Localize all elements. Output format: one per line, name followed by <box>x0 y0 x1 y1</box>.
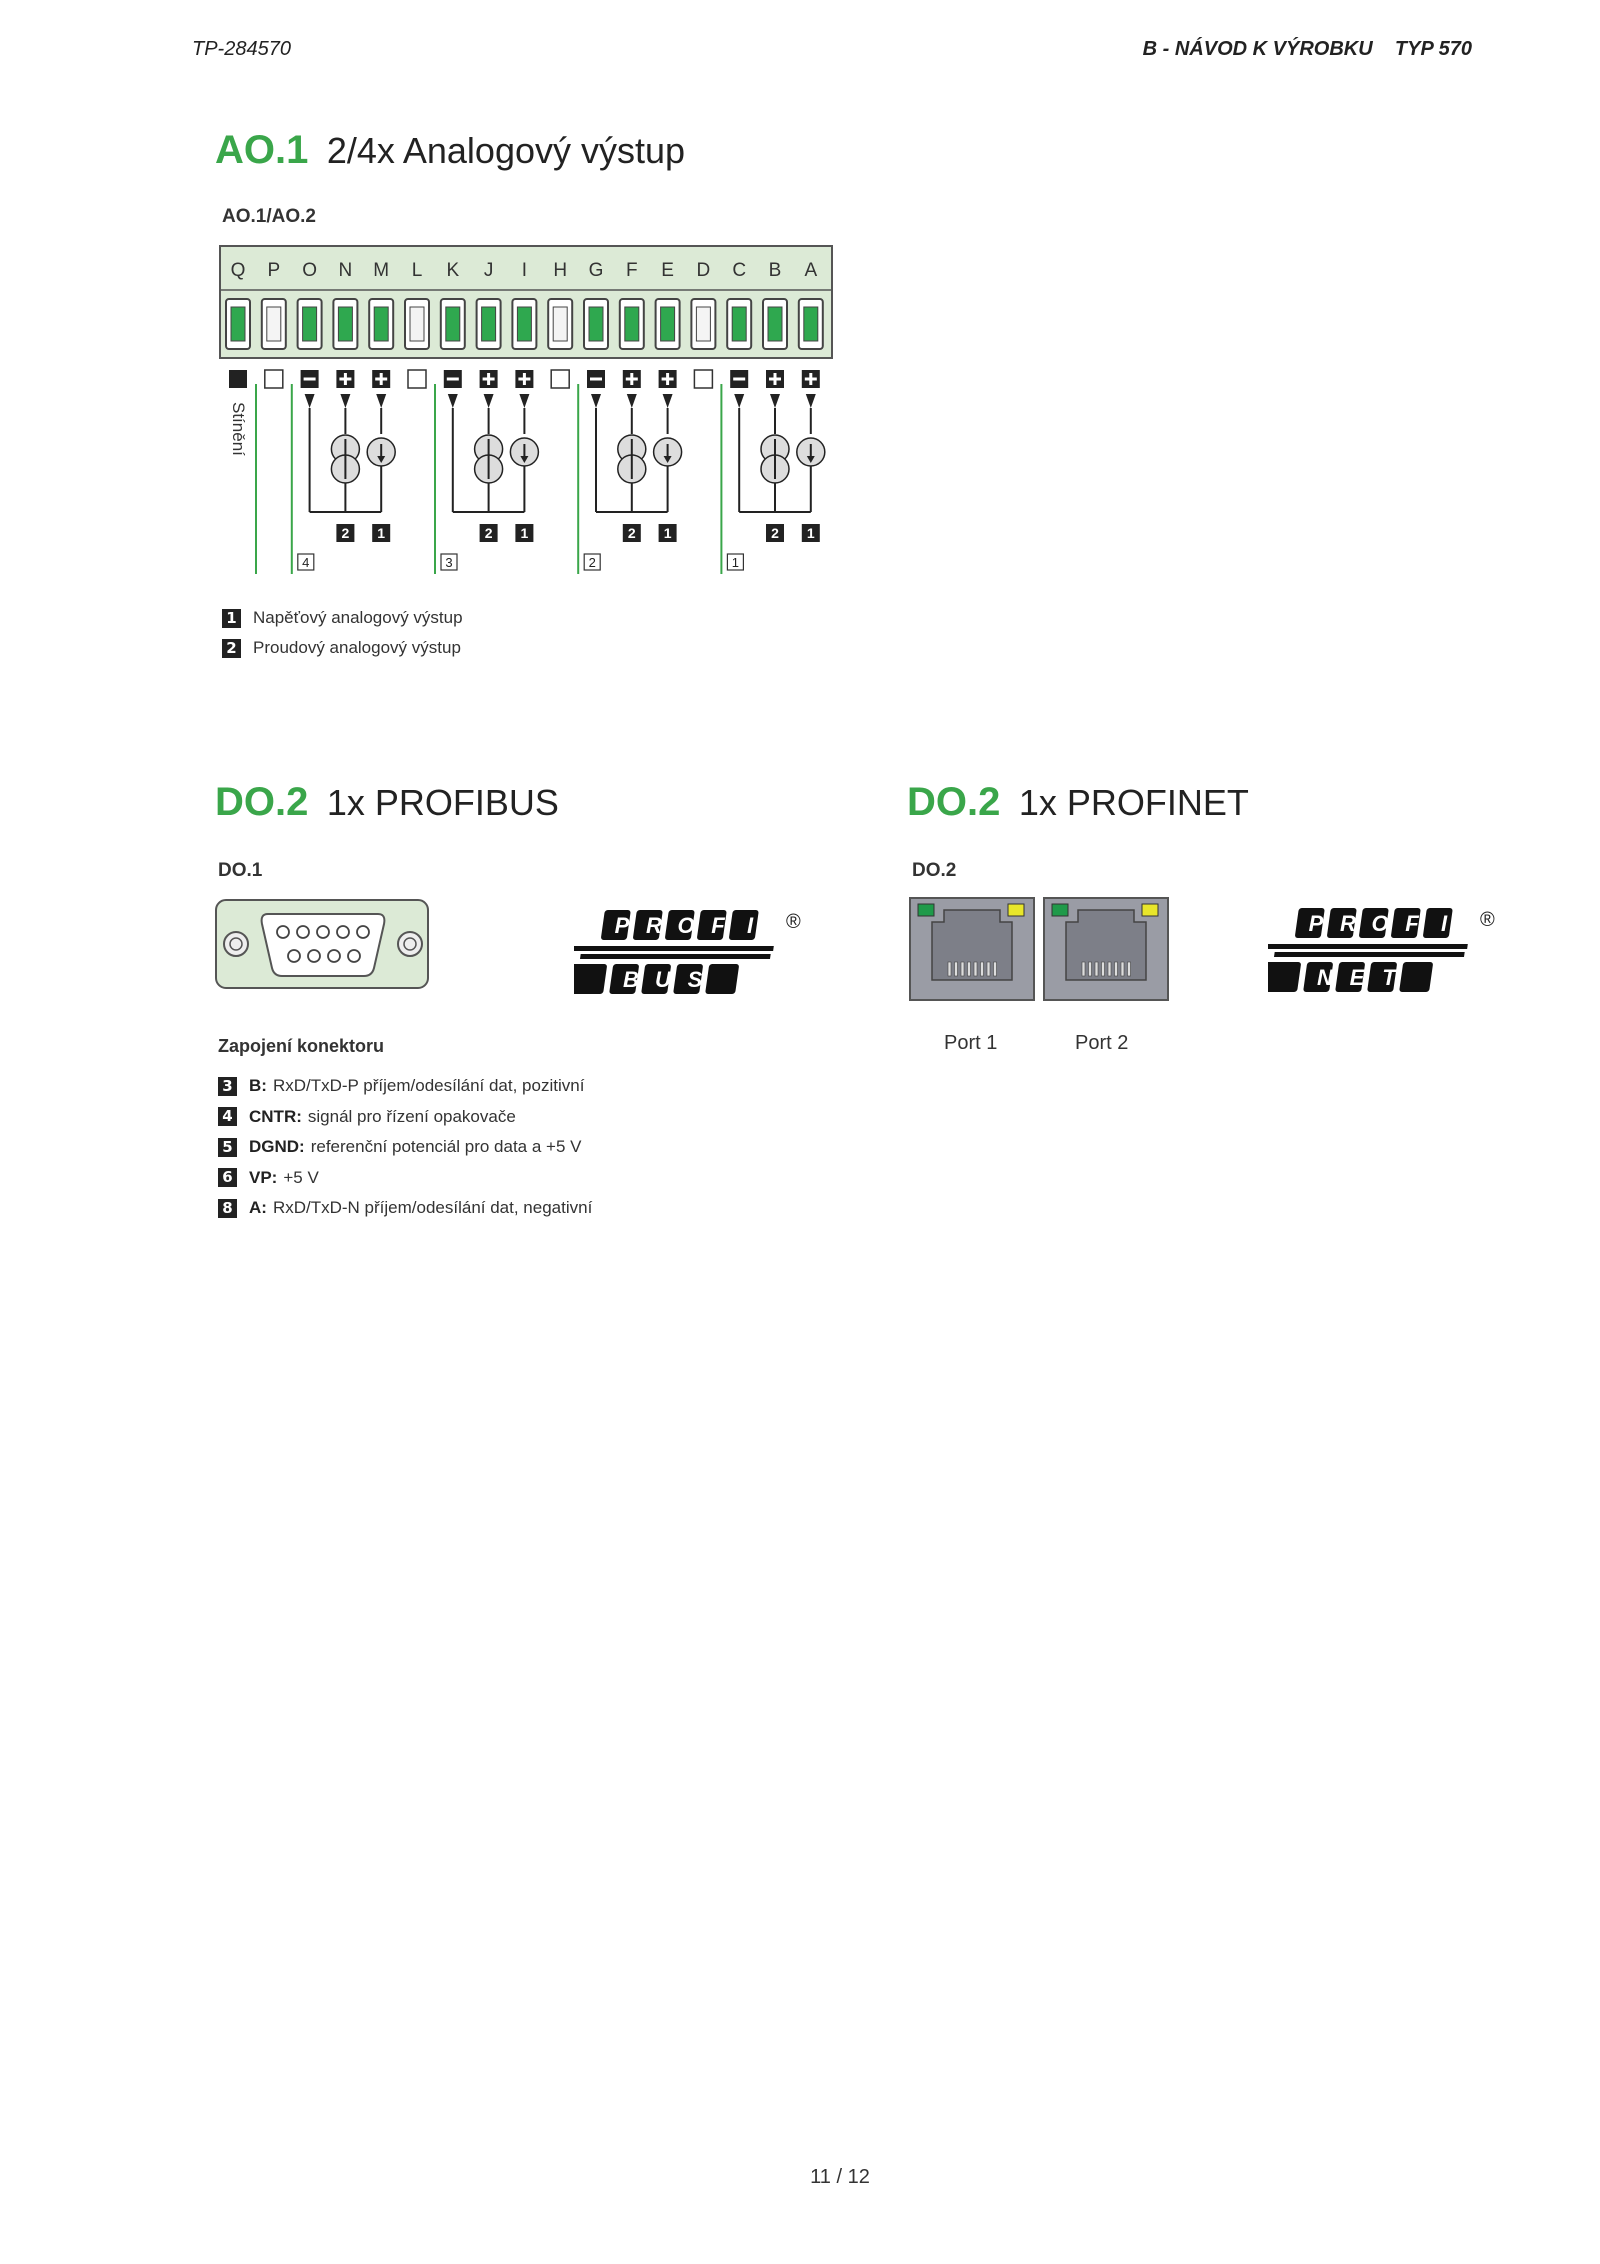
dsub-pin <box>317 926 329 938</box>
profibus-title: 1x PROFIBUS <box>326 782 559 823</box>
logo-letter-tile <box>1423 908 1453 938</box>
ao-legend-1 <box>222 608 463 628</box>
dsub-pin <box>337 926 349 938</box>
group-number: 2 <box>588 555 596 570</box>
logo-letter: I <box>1440 911 1448 936</box>
terminal-contact <box>804 307 818 341</box>
pin-letter: D <box>696 260 711 281</box>
logo-letter: P <box>1308 911 1324 936</box>
logo-letter: R <box>646 913 662 938</box>
pin-letter: Q <box>230 260 246 281</box>
terminal-contact <box>338 307 352 341</box>
link-led-green <box>918 904 934 916</box>
pin-letter: B <box>768 260 782 281</box>
arrow-icon <box>663 394 673 408</box>
logo-block <box>705 964 739 994</box>
dsub-screw-right-icon <box>398 932 422 956</box>
pin-name: DGND: <box>249 1137 305 1156</box>
logo-letter-tile <box>729 910 759 940</box>
terminal-contact <box>517 307 531 341</box>
logo-letter: I <box>746 913 754 938</box>
rj45-socket <box>932 910 1012 980</box>
doc-id: TP-284570 <box>192 38 291 60</box>
arrow-icon <box>519 394 529 408</box>
terminal-contact <box>768 307 782 341</box>
channel-number: 2 <box>771 525 779 541</box>
arrow-icon <box>591 394 601 408</box>
arrow-icon <box>376 394 386 408</box>
logo-stripe <box>1268 944 1468 949</box>
profibus-pin-row <box>218 1168 319 1188</box>
logo-letter: E <box>1349 965 1365 990</box>
profibus-code: DO.2 <box>215 780 309 824</box>
unused-terminal-icon <box>265 370 283 388</box>
ao-title: 2/4x Analogový výstup <box>326 130 686 171</box>
ao-legend-2 <box>222 638 461 658</box>
unused-terminal-icon <box>694 370 712 388</box>
channel-number: 1 <box>806 525 815 541</box>
profinet-logo-registered: ® <box>1480 909 1495 931</box>
pin-letter: A <box>804 260 818 281</box>
link-led-green <box>1052 904 1068 916</box>
pin-letter: P <box>267 260 281 281</box>
dsub-pin <box>357 926 369 938</box>
channel-number: 1 <box>663 525 672 541</box>
wiring-title: Zapojení konektoru <box>218 1036 385 1056</box>
terminal-contact <box>482 307 496 341</box>
pin-description: signál pro řízení opakovače <box>307 1106 516 1126</box>
pin-description: RxD/TxD-P příjem/odesílání dat, pozitivní <box>272 1076 585 1095</box>
rj45-contact <box>955 962 958 976</box>
wiring <box>256 384 825 574</box>
rj45-contact <box>961 962 964 976</box>
rj45-contact <box>1121 962 1124 976</box>
page-number: 11 / 12 <box>810 2166 870 2188</box>
pin-number: 4 <box>218 1107 237 1126</box>
dsub-pin <box>328 950 340 962</box>
dsub-pin <box>348 950 360 962</box>
rj45-contact <box>1082 962 1085 976</box>
pin-name: VP: <box>249 1167 278 1187</box>
port-1-label: Port 1 <box>944 1032 998 1054</box>
shield-label: Stínění <box>229 402 248 456</box>
pin-letter: H <box>553 260 568 281</box>
dsub-screw-left-icon <box>224 932 248 956</box>
terminal-contact <box>553 307 567 341</box>
sign-bar <box>380 373 383 385</box>
profibus-pin-row <box>218 1107 516 1127</box>
pin-number: 3 <box>218 1077 237 1096</box>
rj45-contact <box>1115 962 1118 976</box>
rj45-contact <box>981 962 984 976</box>
activity-led-yellow <box>1008 904 1024 916</box>
pin-description: referenční potenciál pro data a +5 V <box>310 1137 582 1156</box>
rj45-ports <box>908 896 1172 1006</box>
sign-bar <box>304 378 316 381</box>
arrow-icon <box>770 394 780 408</box>
terminal-contact <box>732 307 746 341</box>
pin-letter: L <box>411 260 423 281</box>
channel-number: 1 <box>377 525 386 541</box>
port-2-label: Port 2 <box>1075 1032 1129 1054</box>
dsub-pin <box>308 950 320 962</box>
profibus-logo-registered: ® <box>786 911 801 933</box>
pin-letter: F <box>625 260 638 281</box>
sign-bar <box>487 373 490 385</box>
profibus-pin-row <box>218 1198 592 1218</box>
dsub-connector <box>214 898 432 992</box>
sign-bar <box>447 378 459 381</box>
profinet-connector-label: DO.2 <box>912 860 957 881</box>
terminal-contact <box>696 307 710 341</box>
arrow-icon <box>340 394 350 408</box>
terminal-contact <box>303 307 317 341</box>
pin-letter: G <box>588 260 604 281</box>
dsub-shell <box>262 914 385 976</box>
group-number: 3 <box>445 555 453 570</box>
rj45-contact <box>1089 962 1092 976</box>
rj45-contact <box>948 962 951 976</box>
sign-bar <box>523 373 526 385</box>
profibus-pin-row <box>218 1076 584 1096</box>
sign-bar <box>733 378 745 381</box>
logo-letter: B <box>623 967 639 992</box>
ao-connector-label: AO.1/AO.2 <box>222 206 316 227</box>
pin-letter: M <box>373 260 390 281</box>
channel-number: 1 <box>520 525 529 541</box>
rj45-contact <box>1128 962 1131 976</box>
logo-stripe <box>574 946 774 951</box>
profinet-heading <box>907 780 1249 825</box>
rj45-contact <box>994 962 997 976</box>
rj45-contact <box>974 962 977 976</box>
dsub-pin <box>297 926 309 938</box>
channel-number: 2 <box>627 525 636 541</box>
rj45-contact <box>1102 962 1105 976</box>
profinet-logo <box>1268 900 1508 1010</box>
logo-letter: F <box>711 913 725 938</box>
sign-bar <box>809 373 812 385</box>
rj45-socket <box>1066 910 1146 980</box>
logo-block <box>1268 962 1301 992</box>
unused-terminal-icon <box>408 370 426 388</box>
arrow-icon <box>305 394 315 408</box>
logo-letter: P <box>614 913 630 938</box>
group-number: 1 <box>731 555 740 570</box>
terminal-contact <box>410 307 424 341</box>
arrow-icon <box>627 394 637 408</box>
pin-letter: C <box>732 260 747 281</box>
pin-letter: E <box>661 260 674 281</box>
channel-number: 2 <box>484 525 493 541</box>
channel-number: 2 <box>341 525 350 541</box>
ao-code: AO.1 <box>215 128 309 172</box>
sign-bar <box>590 378 602 381</box>
terminal-contact <box>661 307 675 341</box>
terminal-contact <box>446 307 460 341</box>
logo-letter: U <box>655 967 671 992</box>
activity-led-yellow <box>1142 904 1158 916</box>
logo-letter: O <box>1371 911 1389 936</box>
shield-terminal-icon <box>229 370 247 388</box>
terminal-contact <box>267 307 281 341</box>
terminal-contact <box>231 307 245 341</box>
sign-bar <box>344 373 347 385</box>
pin-slots <box>226 299 823 349</box>
profibus-logo <box>574 902 814 1012</box>
logo-letter: O <box>677 913 695 938</box>
logo-letter: T <box>1382 965 1396 990</box>
profinet-logo-marks <box>1268 908 1468 992</box>
logo-letter: S <box>687 967 703 992</box>
profibus-pin-row <box>218 1137 581 1157</box>
pin-letter: J <box>483 260 494 281</box>
doc-title: B - NÁVOD K VÝROBKU TYP 570 <box>1142 38 1472 60</box>
pin-letter: N <box>338 260 353 281</box>
ao-terminal-diagram <box>218 244 838 584</box>
pin-name: CNTR: <box>249 1106 302 1126</box>
rj45-jacks <box>910 898 1168 1000</box>
pin-symbols <box>229 370 820 388</box>
legend-num: 1 <box>222 609 241 628</box>
rj45-contact <box>1095 962 1098 976</box>
terminal-contact <box>374 307 388 341</box>
logo-letter: F <box>1405 911 1419 936</box>
sign-bar <box>666 373 669 385</box>
arrow-icon <box>806 394 816 408</box>
pin-description: +5 V <box>283 1167 319 1187</box>
arrow-icon <box>484 394 494 408</box>
rj45-contact <box>987 962 990 976</box>
profibus-logo-marks <box>574 910 774 994</box>
rj45-contact <box>968 962 971 976</box>
pin-description: RxD/TxD-N příjem/odesílání dat, negativní <box>272 1198 593 1217</box>
terminal-contact <box>589 307 603 341</box>
pin-name: B: <box>249 1076 267 1095</box>
profibus-heading <box>215 780 559 825</box>
pin-letter: K <box>446 260 460 281</box>
legend-text: Napěťový analogový výstup <box>253 608 463 627</box>
profibus-connector-label: DO.1 <box>218 860 263 881</box>
dsub-pin <box>277 926 289 938</box>
rj45-contact <box>1108 962 1111 976</box>
logo-stripe <box>1274 952 1465 957</box>
sign-bar <box>630 373 633 385</box>
sign-bar <box>774 373 777 385</box>
terminal-contact <box>625 307 639 341</box>
arrow-icon <box>448 394 458 408</box>
pin-letter: I <box>521 260 528 281</box>
legend-text: Proudový analogový výstup <box>253 638 461 657</box>
logo-letter: R <box>1340 911 1356 936</box>
logo-letter: N <box>1317 965 1333 990</box>
profinet-title: 1x PROFINET <box>1018 782 1249 823</box>
pin-number: 6 <box>218 1168 237 1187</box>
dsub-pin <box>288 950 300 962</box>
unused-terminal-icon <box>551 370 569 388</box>
profinet-code: DO.2 <box>907 780 1001 824</box>
pin-number: 8 <box>218 1199 237 1218</box>
logo-block <box>1399 962 1433 992</box>
pin-letter: O <box>302 260 317 281</box>
logo-block <box>574 964 607 994</box>
group-number: 4 <box>302 555 310 570</box>
logo-stripe <box>580 954 771 959</box>
arrow-icon <box>734 394 744 408</box>
pin-number: 5 <box>218 1138 237 1157</box>
legend-num: 2 <box>222 639 241 658</box>
ao-heading <box>215 128 685 173</box>
pin-name: A: <box>249 1198 267 1217</box>
